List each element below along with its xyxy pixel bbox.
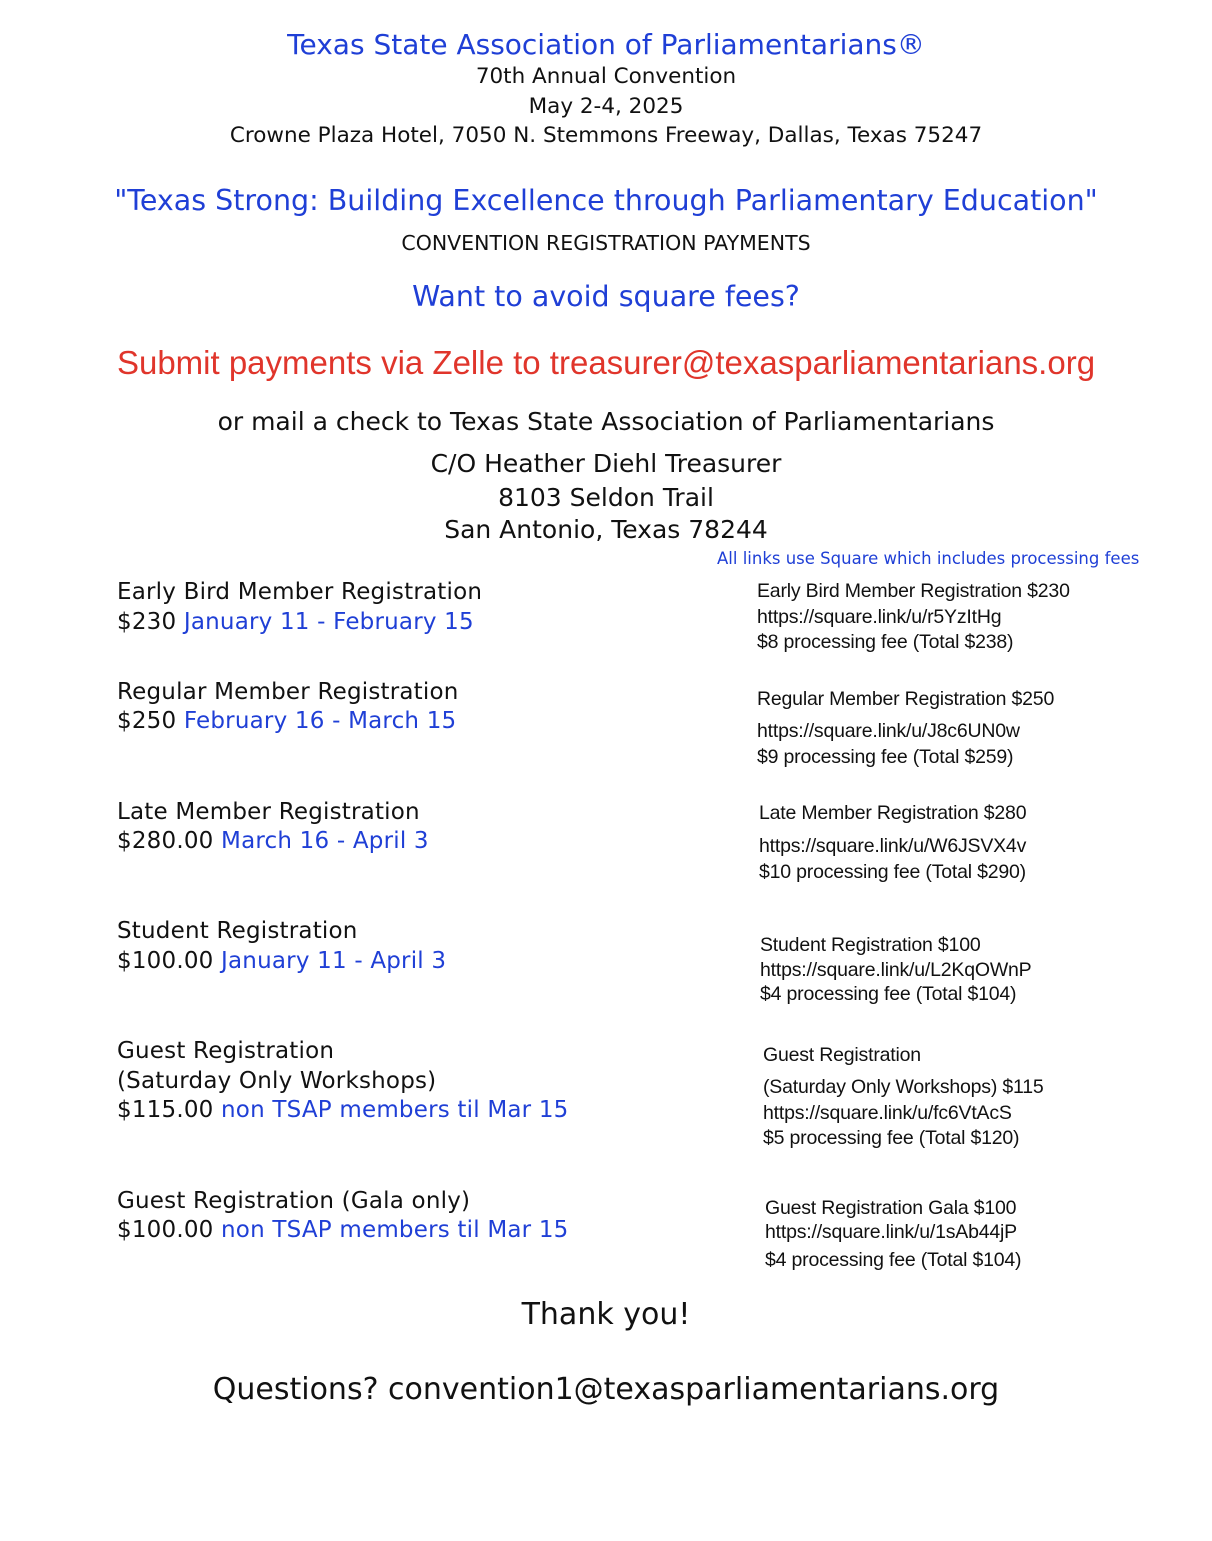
square-title: Early Bird Member Registration $230 [757,580,1070,602]
registration-price-line [117,609,474,635]
convention-venue: Crowne Plaza Hotel, 7050 N. Stemmons Freeway, Dallas, Texas 75247 [229,123,983,148]
convention-theme: "Texas Strong: Building Excellence through Parliamentary Education" [114,184,1098,217]
convention-dates: May 2-4, 2025 [528,94,684,119]
registration-window: non TSAP members til Mar 15 [221,1097,569,1123]
registration-price-line [117,1097,569,1123]
registration-title: Early Bird Member Registration [117,579,483,605]
registration-price-line [117,1217,569,1243]
registration-title-detail: (Saturday Only Workshops) [117,1068,437,1094]
square-title: Guest Registration [763,1044,921,1066]
registration-window: non TSAP members til Mar 15 [221,1217,569,1243]
registration-title: Guest Registration [117,1038,335,1064]
square-fee: $4 processing fee (Total $104) [765,1249,1022,1271]
registration-price-line [117,708,456,734]
registration-title: Late Member Registration [117,799,420,825]
square-link[interactable]: https://square.link/u/J8c6UN0w [757,720,1020,742]
registration-price: $100.00 [117,948,214,974]
registration-price: $250 [117,708,177,734]
square-fee: $4 processing fee (Total $104) [760,983,1017,1005]
section-title: CONVENTION REGISTRATION PAYMENTS [401,231,811,255]
square-title: Regular Member Registration $250 [757,688,1055,710]
mail-address-line3: San Antonio, Texas 78244 [444,515,768,544]
convention-title: 70th Annual Convention [475,64,737,89]
mail-address-line1: C/O Heather Diehl Treasurer [430,449,782,478]
registration-window: March 16 - April 3 [221,828,429,854]
org-title: Texas State Association of Parliamentarians® [287,28,925,61]
mail-intro: or mail a check to Texas State Association of Parliamentarians [217,407,995,436]
links-note: All links use Square which includes processing fees [717,549,1140,568]
registration-window: January 11 - April 3 [221,948,447,974]
questions-contact: Questions? convention1@texasparliamentarians.org [212,1372,1000,1407]
square-link[interactable]: https://square.link/u/L2KqOWnP [760,959,1032,981]
square-link[interactable]: https://square.link/u/r5YzItHg [757,606,1002,628]
registration-price: $230 [117,609,177,635]
zelle-instruction: Submit payments via Zelle to treasurer@texasparliamentarians.org [116,344,1096,381]
square-fee: $8 processing fee (Total $238) [757,631,1014,653]
square-title: Student Registration $100 [760,934,981,956]
registration-window: January 11 - February 15 [183,609,474,635]
square-fee: $9 processing fee (Total $259) [757,746,1014,768]
square-title: Guest Registration Gala $100 [765,1197,1017,1219]
square-link[interactable]: https://square.link/u/1sAb44jP [765,1221,1017,1243]
registration-price-line [117,828,429,854]
registration-price: $115.00 [117,1097,214,1123]
registration-title: Guest Registration (Gala only) [117,1188,471,1214]
zelle-question: Want to avoid square fees? [412,280,800,313]
square-link[interactable]: https://square.link/u/fc6VtAcS [763,1102,1012,1124]
square-fee: $5 processing fee (Total $120) [763,1127,1020,1149]
square-title: Late Member Registration $280 [759,802,1027,824]
square-fee: $10 processing fee (Total $290) [759,861,1026,883]
registration-window: February 16 - March 15 [183,708,457,734]
registration-price: $100.00 [117,1217,214,1243]
registration-title: Regular Member Registration [117,679,459,705]
square-title-detail: (Saturday Only Workshops) $115 [763,1076,1044,1098]
mail-address-line2: 8103 Seldon Trail [498,483,714,512]
thank-you: Thank you! [521,1297,691,1332]
registration-title: Student Registration [117,918,358,944]
registration-price: $280.00 [117,828,214,854]
registration-price-line [117,948,446,974]
square-link[interactable]: https://square.link/u/W6JSVX4v [759,835,1027,857]
